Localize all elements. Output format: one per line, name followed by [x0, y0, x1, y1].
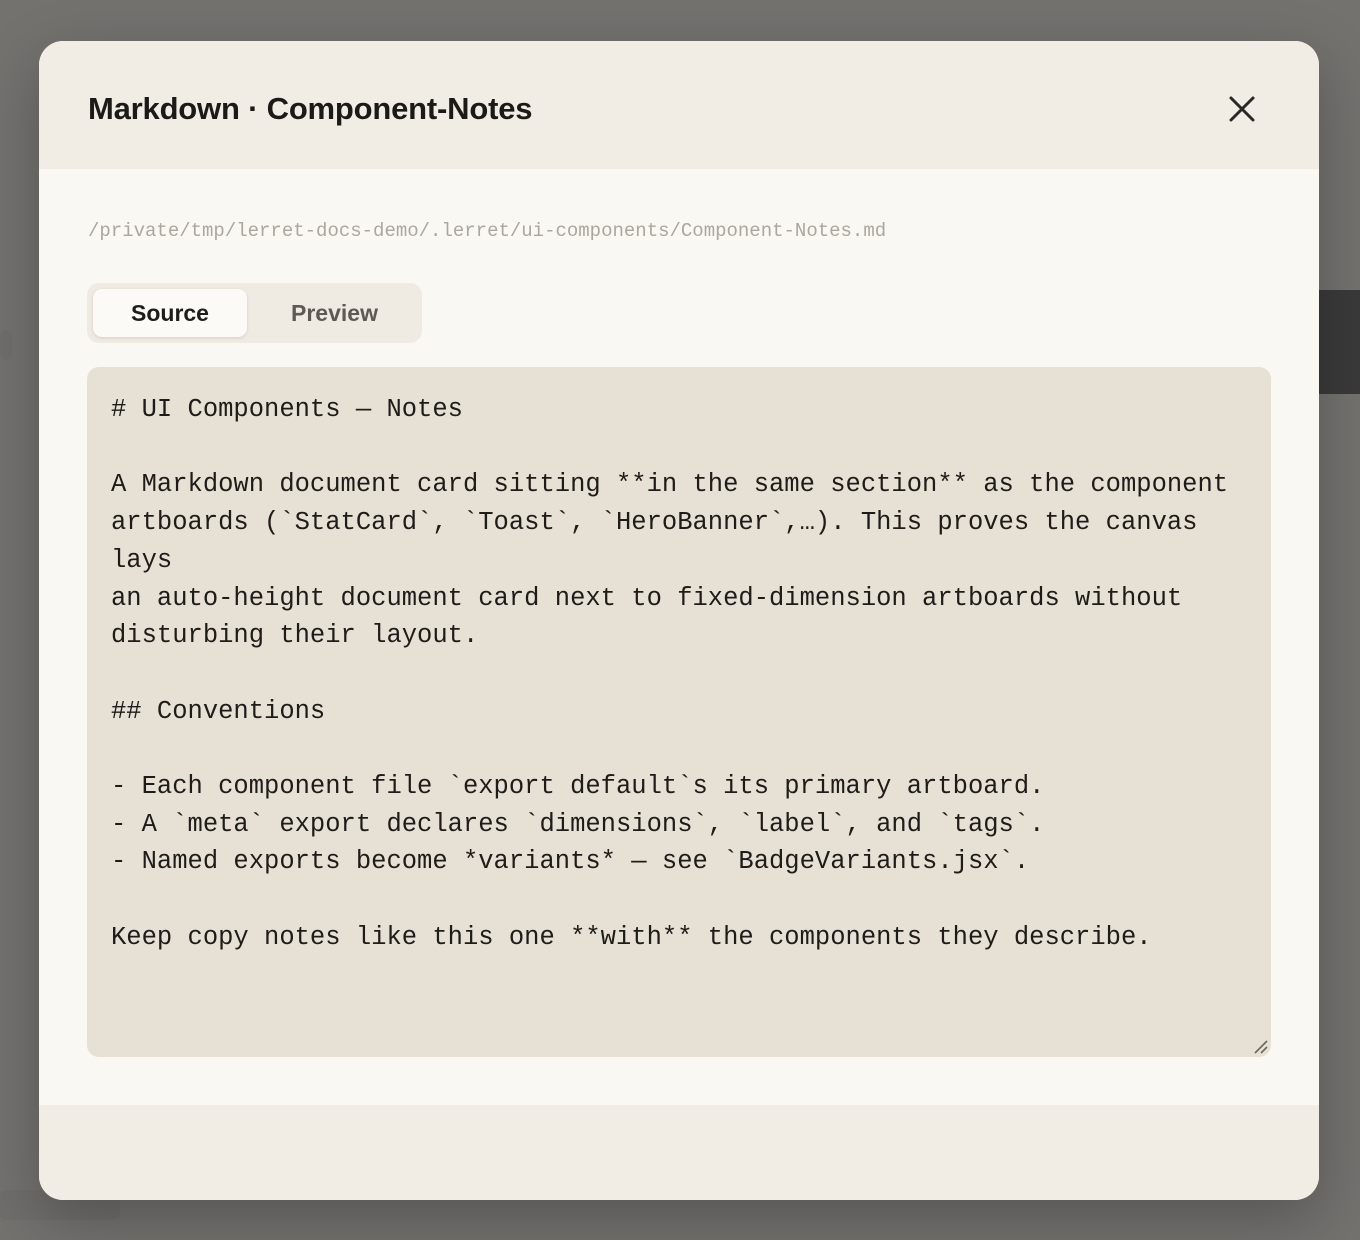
- background-element: [0, 330, 12, 360]
- markdown-dialog: [39, 41, 1319, 1200]
- view-mode-tabs: [87, 283, 422, 343]
- tab-source[interactable]: Source: [93, 289, 247, 337]
- markdown-source-editor[interactable]: [87, 367, 1271, 1057]
- close-icon: [1221, 89, 1263, 131]
- tab-preview[interactable]: Preview: [257, 289, 412, 337]
- markdown-source-text[interactable]: # UI Components — Notes A Markdown document card sitting **in the same section** as the component artboards (`StatCard`, `Toast`, `HeroBanner`,…). This proves the canvas lays an auto-height document card next to fixed-dimension artboards without disturbing their layout. ## Conventions - Each component file `export default`s its primary artboard. - A `meta` export declares `dimensions`, `label`, and `tags`. - Named exports become *variants* — see `BadgeVariants.jsx`. Keep copy notes like this one **with** the components they describe.: [111, 395, 1229, 952]
- dialog-footer: [39, 1105, 1319, 1200]
- close-button[interactable]: [1221, 89, 1263, 131]
- dialog-title: Markdown · Component-Notes: [88, 91, 533, 126]
- dialog-header: [39, 41, 1319, 169]
- file-path: /private/tmp/lerret-docs-demo/.lerret/ui-components/Component-Notes.md: [88, 220, 887, 242]
- resize-grip-icon[interactable]: [1251, 1037, 1269, 1055]
